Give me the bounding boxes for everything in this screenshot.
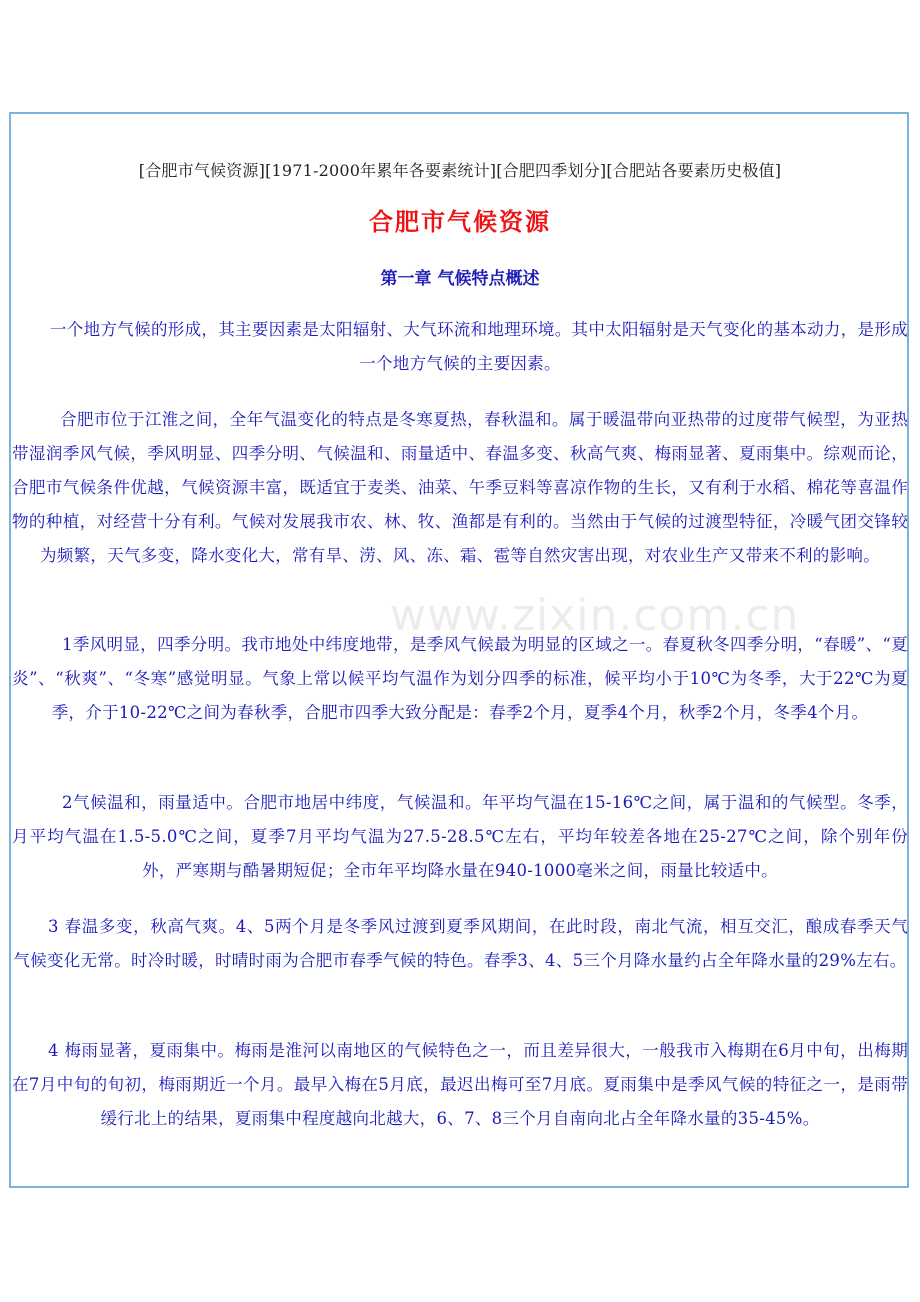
nav-link-four-seasons[interactable]: [合肥四季划分] bbox=[496, 161, 607, 180]
paragraph-intro: 一个地方气候的形成，其主要因素是太阳辐射、大气环流和地理环境。其中太阳辐射是天气变化的基本动力，是形成一个地方气候的主要因素。 bbox=[50, 320, 908, 373]
paragraph-spring-autumn: 3 春温多变，秋高气爽。4、5两个月是冬季风过渡到夏季风期间，在此时段，南北气流，相互交汇，酿成春季天气气候变化无常。时冷时暖，时晴时雨为合肥市春季气候的特色。春季3、4、5三个月降水量约占全年降水量的29%左右。 bbox=[13, 917, 908, 970]
chapter-heading: 第一章 气候特点概述 bbox=[380, 269, 540, 289]
paragraph-plum-rain: 4 梅雨显著，夏雨集中。梅雨是淮河以南地区的气候特色之一，而且差异很大，一般我市入梅期在6月中旬，出梅期在7月中旬的旬初，梅雨期近一个月。最早入梅在5月底，最迟出梅可至7月底。夏雨集中是季风气候的特征之一，是雨带缓行北上的结果，夏雨集中程度越向北越大，6、7、8三个月自南向北占全年降水量的35-45%。 bbox=[12, 1041, 908, 1128]
nav-link-annual-statistics[interactable]: [1971-2000年累年各要素统计] bbox=[265, 161, 497, 180]
watermark: www.zixin.com.cn bbox=[390, 590, 800, 641]
top-navigation bbox=[0, 158, 920, 181]
nav-link-climate-resources[interactable]: [合肥市气候资源] bbox=[138, 161, 266, 180]
nav-link-historical-extremes[interactable]: [合肥站各要素历史极值] bbox=[606, 161, 782, 180]
page-title: 合肥市气候资源 bbox=[369, 207, 551, 236]
paragraph-mild-climate: 2气候温和，雨量适中。合肥市地居中纬度，气候温和。年平均气温在15-16℃之间，属于温和的气候型。冬季，月平均气温在1.5-5.0℃之间，夏季7月平均气温为27.5-28.5℃左右，平均年较差各地在25-27℃之间，除个别年份外，严寒期与酷暑期短促；全市年平均降水量在940-1000毫米之间，雨量比较适中。 bbox=[12, 793, 908, 880]
paragraph-monsoon: 1季风明显，四季分明。我市地处中纬度地带，是季风气候最为明显的区域之一。春夏秋冬四季分明，“春暖”、“夏炎”、“秋爽”、“冬寒”感觉明显。气象上常以候平均气温作为划分四季的标准，候平均小于10℃为冬季，大于22℃为夏季，介于10-22℃之间为春秋季，合肥市四季大致分配是：春季2个月，夏季4个月，秋季2个月，冬季4个月。 bbox=[12, 635, 908, 722]
paragraph-location: 合肥市位于江淮之间，全年气温变化的特点是冬寒夏热，春秋温和。属于暖温带向亚热带的过度带气候型，为亚热带湿润季风气候，季风明显、四季分明、气候温和、雨量适中、春温多变、秋高气爽、梅雨显著、夏雨集中。综观而论，合肥市气候条件优越，气候资源丰富，既适宜于麦类、油菜、午季豆料等喜凉作物的生长，又有利于水稻、棉花等喜温作物的种植，对经营十分有利。气候对发展我市农、林、牧、渔都是有利的。当然由于气候的过渡型特征，冷暖气团交锋较为频繁，天气多变，降水变化大，常有旱、涝、风、冻、霜、雹等自然灾害出现，对农业生产又带来不利的影响。 bbox=[12, 410, 908, 565]
